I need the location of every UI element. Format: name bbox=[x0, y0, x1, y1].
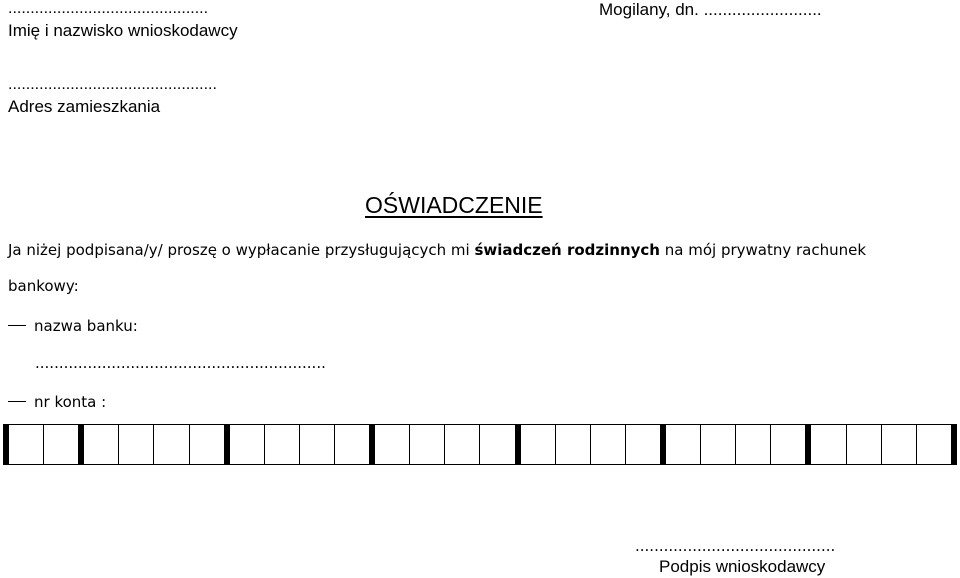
bank-name-dots[interactable]: ............................................................. bbox=[35, 354, 326, 372]
statement-text-bold: świadczeń rodzinnych bbox=[474, 241, 660, 259]
dash-bullet bbox=[8, 325, 26, 326]
name-label: Imię i nazwisko wnioskodawcy bbox=[8, 21, 238, 40]
bank-name-label: nazwa banku: bbox=[34, 317, 138, 335]
account-number-label: nr konta : bbox=[34, 393, 107, 411]
account-digit-cell[interactable] bbox=[625, 425, 660, 464]
account-digit-cell[interactable] bbox=[881, 425, 916, 464]
account-digit-cell[interactable] bbox=[555, 425, 590, 464]
account-digit-cell[interactable] bbox=[479, 425, 514, 464]
account-digit-cell[interactable] bbox=[264, 425, 299, 464]
account-digit-cell[interactable] bbox=[916, 425, 957, 464]
name-dots: ............................................. bbox=[8, 0, 209, 17]
account-digit-cell[interactable] bbox=[590, 425, 625, 464]
dash-bullet bbox=[8, 401, 26, 402]
statement-text-post: na mój prywatny rachunek bbox=[659, 241, 867, 259]
signature-label: Podpis wnioskodawcy bbox=[659, 557, 826, 576]
account-digit-cell[interactable] bbox=[660, 425, 700, 464]
account-digit-cell[interactable] bbox=[153, 425, 188, 464]
account-digit-cell[interactable] bbox=[369, 425, 409, 464]
account-digit-cell[interactable] bbox=[735, 425, 770, 464]
account-digit-cell[interactable] bbox=[334, 425, 369, 464]
account-digit-cell[interactable] bbox=[43, 425, 78, 464]
account-number-item bbox=[8, 393, 106, 411]
account-digit-cell[interactable] bbox=[700, 425, 735, 464]
account-digit-cell[interactable] bbox=[515, 425, 555, 464]
account-digit-cell[interactable] bbox=[299, 425, 334, 464]
account-digit-cell[interactable] bbox=[3, 425, 43, 464]
address-dots: ............................................... bbox=[8, 76, 217, 93]
account-digit-cell[interactable] bbox=[409, 425, 444, 464]
account-digit-cell[interactable] bbox=[805, 425, 845, 464]
signature-dots: .......................................... bbox=[635, 537, 836, 555]
statement-text-pre: Ja niżej podpisana/y/ proszę o wypłacanie przysługujących mi bbox=[8, 241, 475, 259]
document-title: OŚWIADCZENIE bbox=[365, 192, 543, 218]
account-digit-cell[interactable] bbox=[444, 425, 479, 464]
place-date: Mogilany, dn. ......................... bbox=[599, 0, 822, 19]
statement-line-1 bbox=[8, 241, 866, 259]
account-digit-cell[interactable] bbox=[846, 425, 881, 464]
account-digit-cell[interactable] bbox=[770, 425, 805, 464]
account-digit-cell[interactable] bbox=[224, 425, 264, 464]
account-digit-cell[interactable] bbox=[189, 425, 224, 464]
statement-line-2: bankowy: bbox=[8, 277, 79, 295]
account-digit-cell[interactable] bbox=[118, 425, 153, 464]
bank-name-item bbox=[8, 317, 138, 335]
account-digit-cell[interactable] bbox=[78, 425, 118, 464]
address-label: Adres zamieszkania bbox=[8, 97, 161, 116]
account-number-grid[interactable] bbox=[3, 424, 957, 465]
